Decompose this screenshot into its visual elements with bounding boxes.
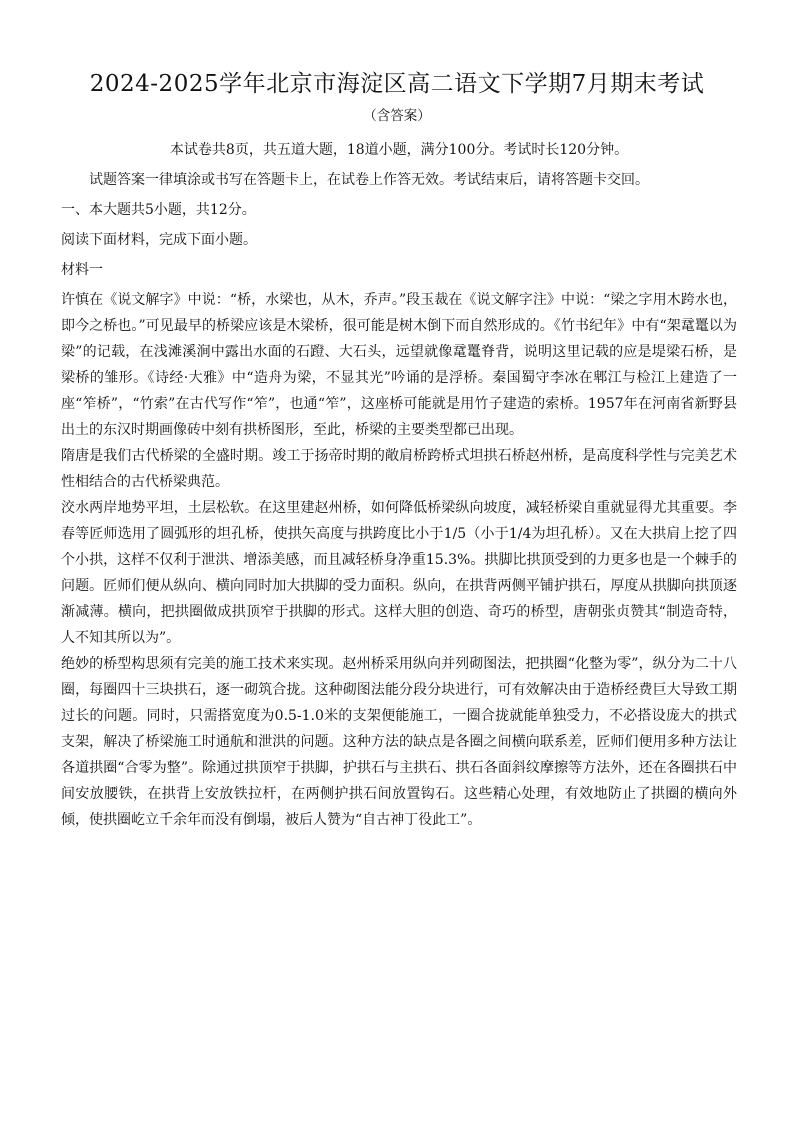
- answer-note: （含答案）: [363, 108, 431, 124]
- exam-instructions-line-1: 本试卷共8页，共五道大题，18道小题，满分100分。考试时长120分钟。: [169, 142, 629, 158]
- material-paragraph-2: 隋唐是我们古代桥梁的全盛时期。竣工于扬帝时期的敞肩桥跨桥式坦拱石桥赵州桥，是高度科学性与完美艺术性相结合的古代桥梁典范。: [61, 448, 737, 490]
- section-heading: 一、本大题共5小题，共12分。: [61, 202, 256, 218]
- material-paragraph-3: 洨水两岸地势平坦，土层松软。在这里建赵州桥，如何降低桥梁纵向坡度，减轻桥梁自重就显得尤其重要。李春等匠师选用了圆弧形的坦孔桥，使拱矢高度与拱跨度比小于1/5（小于1/4为坦孔桥）。又在大拱肩上挖了四个小拱，这样不仅利于泄洪、增添美感，而且减轻桥身净重15.3%。拱脚比拱顶受到的力更多也是一个棘手的问题。匠师们便从纵向、横向同时加大拱脚的受力面积。纵向，在拱背两侧平铺护拱石，厚度从拱脚向拱顶逐渐减薄。横向，把拱圈做成拱顶窄于拱脚的形式。这样大胆的创造、奇巧的桥型，唐朝张贞赞其“制造奇特，人不知其所以为”。: [61, 500, 737, 646]
- exam-body: [61, 137, 737, 833]
- exam-instructions-line-2: 试题答案一律填涂或书写在答题卡上，在试卷上作答无效。考试结束后，请将答题卡交回。: [89, 172, 649, 188]
- material-paragraph-1: 许慎在《说文解字》中说：“桥，水梁也，从木，乔声。”段玉裁在《说文解字注》中说：“梁之字用木跨水也，即今之桥也。”可见最早的桥梁应该是木梁桥，很可能是树木倒下而自然形成的。《竹书纪年》中有“架鼋鼍以为梁”的记载，在浅滩溪涧中露出水面的石蹬、大石头，远望就像鼋鼍脊背，说明这里记载的应是堤梁石桥，是梁桥的雏形。《诗经·大雅》中“造舟为梁，不显其光”吟诵的是浮桥。秦国蜀守李冰在郫江与检江上建造了一座“笮桥”，“竹索”在古代写作“笮”，也通“笮”，这座桥可能就是用竹子建造的索桥。1957年在河南省新野县出土的东汉时期画像砖中刻有拱桥图形，至此，桥梁的主要类型都已出现。: [61, 292, 737, 438]
- material-label: 材料一: [61, 262, 103, 278]
- exam-title: 2024-2025学年北京市海淀区高二语文下学期7月期末考试: [89, 71, 705, 97]
- material-paragraph-4: 绝妙的桥型构思须有完美的施工技术来实现。赵州桥采用纵向并列砌图法，把拱圈“化整为零”，纵分为二十八圈，每圈四十三块拱石，逐一砌筑合拢。这种砌图法能分段分块进行，可有效解决由于造桥经费巨大导致工期过长的问题。同时，只需搭宽度为0.5-1.0米的支架便能施工，一圈合拢就能单独受力，不必搭设庞大的拱式支架，解决了桥梁施工时通航和泄洪的问题。这种方法的缺点是各圈之间横向联系差，匠师们便用多种方法让各道拱圈“合零为整”。除通过拱顶窄于拱脚，护拱石与主拱石、拱石各面斜纹摩擦等方法外，还在各圈拱石中间安放腰铁，在拱背上安放铁拉杆，在两侧护拱石间放置钩石。这些精心处理，有效地防止了拱圈的横向外倾，使拱圈屹立千余年而没有倒塌，被后人赞为“自古神丁役此工”。: [61, 656, 737, 828]
- reading-instruction: 阅读下面材料，完成下面小题。: [61, 232, 257, 248]
